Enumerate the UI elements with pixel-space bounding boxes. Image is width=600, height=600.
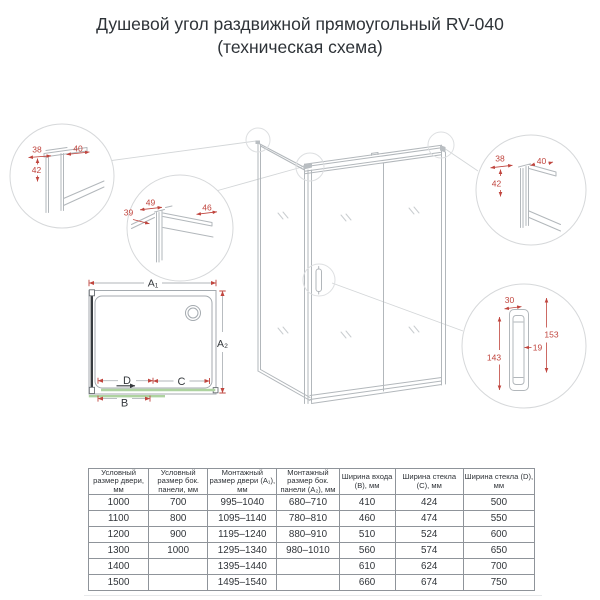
table-cell: 650 (463, 543, 534, 559)
table-cell: 424 (395, 495, 463, 511)
col-header: Ширина входа (B), мм (339, 469, 395, 495)
dim-38b-label: 38 (495, 153, 505, 164)
table-cell: 524 (395, 527, 463, 543)
table-cell: 980–1010 (277, 543, 339, 559)
bottom-rail-3d (310, 378, 442, 404)
table-cell: 750 (463, 575, 534, 591)
dim-a1-label: A₁ (147, 277, 159, 290)
dim-40b-label: 40 (536, 156, 547, 166)
dim-39-label: 39 (123, 207, 134, 218)
table-row (89, 543, 535, 559)
plan-dimension-ticks (89, 277, 229, 402)
title-line2: (техническая схема) (217, 37, 383, 57)
dim-b-label: B (120, 397, 129, 410)
table-cell: 500 (463, 495, 534, 511)
spec-table (88, 468, 535, 591)
table-cell: 1395–1440 (208, 559, 277, 575)
dim-19-label: 19 (532, 342, 543, 353)
table-cell: 900 (149, 527, 208, 543)
table-cell: 1400 (89, 559, 149, 575)
table-cell: 1495–1540 (208, 575, 277, 591)
shower-tray (95, 296, 212, 388)
table-cell: 600 (463, 527, 534, 543)
table-cell: 1500 (89, 575, 149, 591)
table-row (89, 559, 535, 575)
table-cell: 1195–1240 (208, 527, 277, 543)
enclosure-3d-view (246, 128, 454, 404)
top-rail-3d (305, 145, 442, 174)
table-cell: 660 (339, 575, 395, 591)
dim-42-label: 42 (31, 165, 42, 175)
dim-38-label: 38 (32, 144, 42, 155)
table-body (89, 495, 535, 591)
table-cell: 474 (395, 511, 463, 527)
callout-top-right-circle (476, 135, 586, 245)
table-cell: 1000 (89, 495, 149, 511)
table-cell (277, 575, 339, 591)
plan-view (89, 278, 228, 410)
table-cell: 700 (149, 495, 208, 511)
col-header: Условный размер бок. панели, мм (149, 469, 208, 495)
callout-mid-left-circle (127, 175, 233, 281)
table-cell: 700 (463, 559, 534, 575)
title-line1: Душевой угол раздвижной прямоугольный RV-040 (96, 14, 504, 34)
dim-a2-label: A₂ (216, 338, 229, 350)
table-cell: 624 (395, 559, 463, 575)
side-panel-3d (258, 143, 310, 401)
col-header: Ширина стекла (D), мм (463, 469, 534, 495)
table-cell: 800 (149, 511, 208, 527)
dim-42b-label: 42 (491, 178, 502, 189)
table-cell (277, 559, 339, 575)
table-cell: 674 (395, 575, 463, 591)
table-cell: 574 (395, 543, 463, 559)
table-row (89, 495, 535, 511)
wall-profiles-plan (89, 290, 218, 394)
dim-49-label: 49 (145, 197, 156, 208)
table-cell: 880–910 (277, 527, 339, 543)
table-cell: 1100 (89, 511, 149, 527)
table-cell: 510 (339, 527, 395, 543)
table-cell: 995–1040 (208, 495, 277, 511)
table-cell: 1295–1340 (208, 543, 277, 559)
col-header: Ширина стекла (C), мм (395, 469, 463, 495)
drain-circle-inner (188, 308, 198, 318)
table-cell (149, 559, 208, 575)
page-title (0, 13, 600, 59)
table-cell: 1000 (149, 543, 208, 559)
glass-sparkles (278, 207, 419, 338)
table-cell: 1300 (89, 543, 149, 559)
table-cell: 550 (463, 511, 534, 527)
door-tracks (89, 390, 216, 396)
table-cell: 410 (339, 495, 395, 511)
table-row (89, 575, 535, 591)
col-header: Условный размер двери, мм (89, 469, 149, 495)
table-cell: 610 (339, 559, 395, 575)
left-profile-3d (305, 168, 312, 404)
dim-d-label: D (123, 375, 131, 387)
table-cell (149, 575, 208, 591)
col-header: Монтажный размер бок. панели (A₂), мм (277, 469, 339, 495)
callout-top-left-circle (10, 124, 114, 228)
dim-30-label: 30 (504, 295, 515, 305)
col-header: Монтажный размер двери (A₁), мм (209, 468, 276, 494)
table-cell: 1200 (89, 527, 149, 543)
table-cell: 560 (339, 543, 395, 559)
dim-c-label: C (177, 376, 186, 388)
dim-153-label: 153 (544, 329, 559, 340)
plan-dimensions (89, 283, 223, 399)
bottom-rule (84, 595, 542, 596)
dim-143-label: 143 (486, 352, 502, 363)
door-handle-3d (316, 267, 322, 295)
right-profile-3d (442, 146, 446, 385)
table-row (89, 511, 535, 527)
table-row (89, 527, 535, 543)
dim-46-label: 46 (202, 202, 212, 213)
technical-drawing (0, 75, 600, 465)
plan-outline (89, 291, 216, 395)
dim-40-label: 40 (73, 143, 83, 154)
table-header-row (89, 469, 535, 495)
table-cell: 1095–1140 (208, 511, 277, 527)
table-cell: 780–810 (277, 511, 339, 527)
table-cell: 460 (339, 511, 395, 527)
table-cell: 680–710 (277, 495, 339, 511)
